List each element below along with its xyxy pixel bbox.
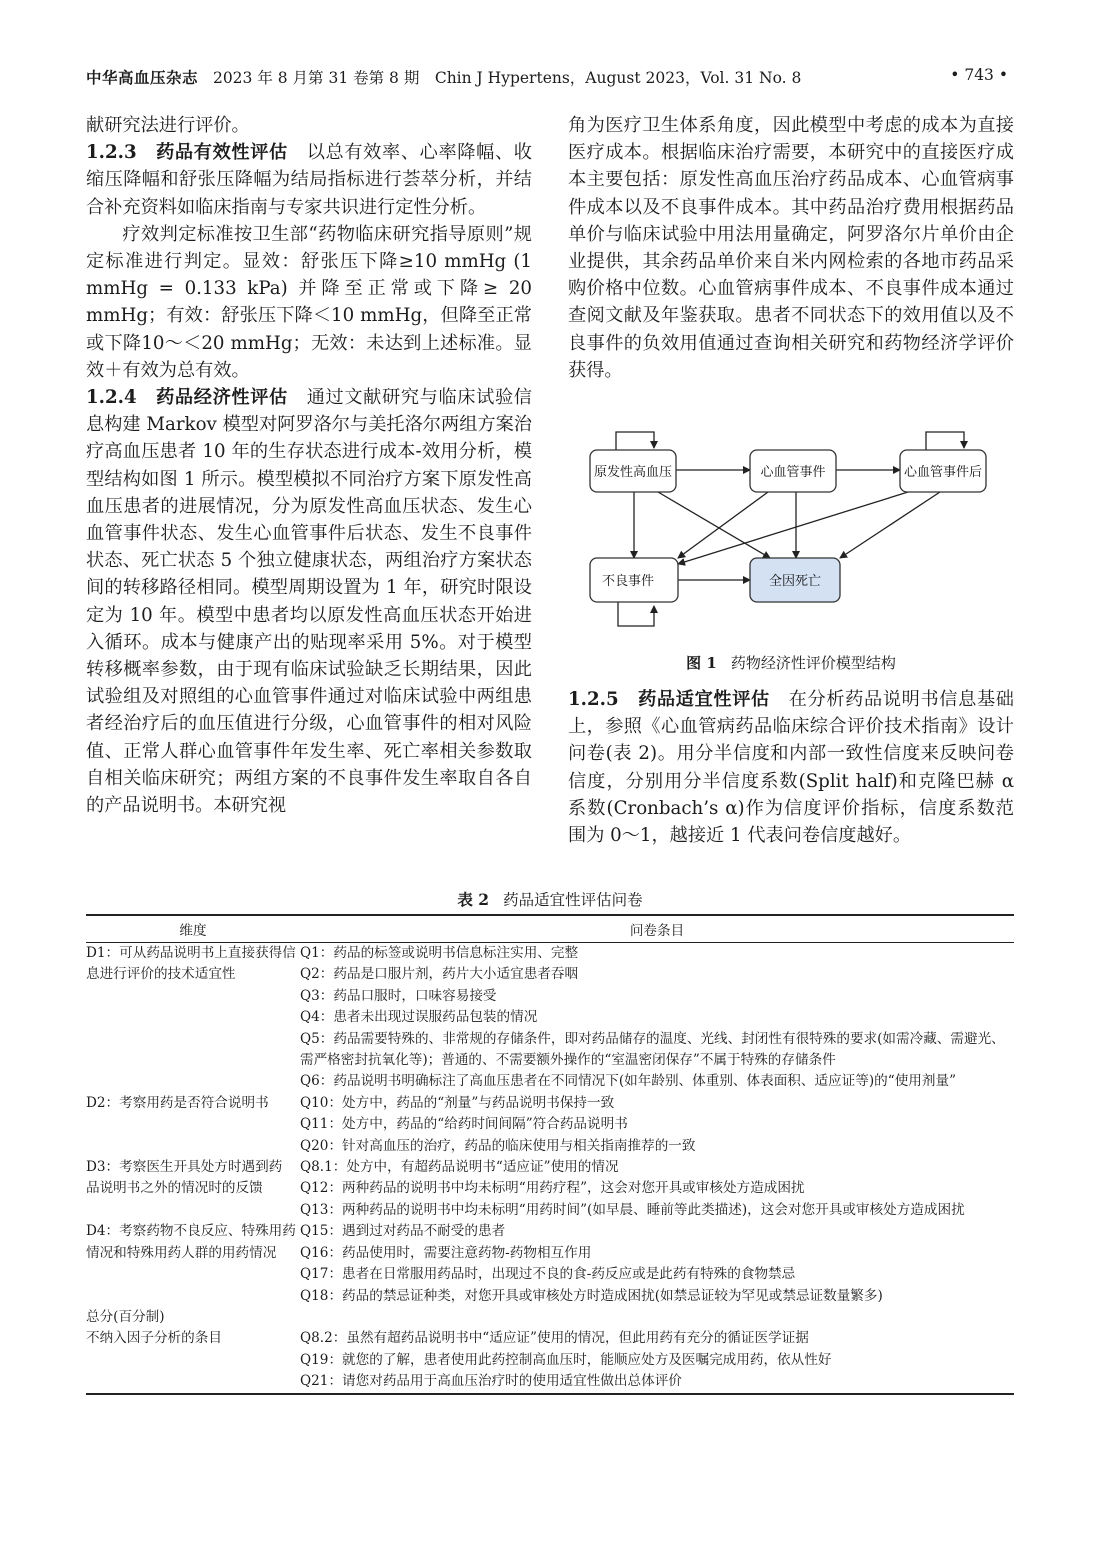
table-row — [86, 1286, 1014, 1307]
item-cell: Q11：处方中，药品的“给药时间间隔”符合药品说明书 — [300, 1116, 628, 1133]
table-row — [86, 1200, 1014, 1221]
node-adverse-label: 不良事件 — [601, 574, 655, 589]
item-cell: Q5：药品需要特殊的、非常规的存储条件，即对药品储存的温度、光线、封闭性有很特殊的要求(如需冷藏、需避光、 — [300, 1030, 1005, 1047]
figure-title: 药物经济性评价模型结构 — [730, 654, 896, 672]
section-heading: 1.2.4 药品经济性评估 — [86, 387, 288, 409]
header-items: 问卷条目 — [300, 915, 1014, 943]
section-text: 通过文献研究与临床试验信息构建 Markov 模型对阿罗洛尔与美托洛尔两组方案治疗高血压患者 10 年的生存状态进行成本-效用分析，模型结构如图 1 所示。模型模拟不同治疗方案下原发性高血压患者的进展情况，分为原发性高血压状态、发生心血管事件状态、发生心血管事件后状态、发生不良事件状态、死亡状态 5 个独立健康状态，两组治疗方案状态间的转移路径相同。模型周期设置为 1 年，研究时限设定为 10 年。模型中患者均以原发性高血压状态开始进入循环。成本与健康产出的贴现率采用 5%。对于模型转移概率参数，由于现有临床试验缺乏长期结果，因此试验组及对照组的心血管事件通过对临床试验中两组患者经治疗后的血压值进行分级，心血管事件的相对风险值、正常人群心血管事件年发生率、死亡率相关参数取自相关临床研究；两组方案的不良事件发生率取自各自的产品说明书。本研究视 — [86, 387, 532, 817]
paragraph: 献研究法进行评价。 — [86, 115, 250, 136]
table-row — [86, 1307, 1014, 1328]
markov-model-svg — [578, 422, 1008, 644]
dimension-cell — [86, 1007, 300, 1028]
item-cell: Q8.2：虽然有超药品说明书中“适应证”使用的情况，但此用药有充分的循证医学证据 — [300, 1330, 809, 1347]
dimension-cell — [86, 1029, 300, 1050]
edge-post-adverse — [678, 492, 908, 564]
dimension-cell: 情况和特殊用药人群的用药情况 — [86, 1244, 277, 1261]
section-1-2-5 — [568, 686, 1014, 849]
table-row — [86, 1093, 1014, 1114]
table-label: 表 2 — [457, 890, 490, 909]
table-row — [86, 943, 1014, 965]
figure-1-markov-diagram — [578, 422, 1008, 644]
section-1-2-3 — [86, 139, 532, 221]
self-loop-primary — [616, 432, 654, 450]
table-row — [86, 1071, 1014, 1092]
dimension-cell: 品说明书之外的情况时的反馈 — [86, 1180, 263, 1197]
paragraph: 角为医疗卫生体系角度，因此模型中考虑的成本为直接医疗成本。根据临床治疗需要，本研究中的直接医疗成本主要包括：原发性高血压治疗药品成本、心血管病事件成本以及不良事件成本。其中药品治疗费用根据药品单价与临床试验中用法用量确定，阿罗洛尔片单价由企业提供，其余药品单价来自米内网检索的各地市药品采购价格中位数。心血管病事件成本、不良事件成本通过查阅文献及年鉴获取。患者不同状态下的效用值以及不良事件的负效用值通过查询相关研究和药物经济学评价获得。 — [568, 115, 1014, 381]
table-row — [86, 986, 1014, 1007]
item-cell: Q13：两种药品的说明书中均未标明“用药时间”(如早晨、睡前等此类描述)，这会对您开具或审核处方造成困扰 — [300, 1201, 965, 1218]
table-row — [86, 1007, 1014, 1028]
paragraph: 疗效判定标准按卫生部“药物临床研究指导原则”规定标准进行判定。显效：舒张压下降≥10 mmHg (1 mmHg = 0.133 kPa) 并降至正常或下降≥ 20 mmHg；有效：舒张压下降＜10 mmHg，但降至正常或下降10～＜20 mmHg；无效：未达到上述标准。显效＋有效为总有效。 — [86, 223, 532, 381]
table-row — [86, 1178, 1014, 1199]
table-row — [86, 1114, 1014, 1135]
journal-name: 中华高血压杂志 — [86, 69, 199, 87]
dimension-cell — [86, 1286, 300, 1307]
right-column-lower — [568, 686, 1014, 849]
item-cell: Q12：两种药品的说明书中均未标明“用药疗程”，这会对您开具或审核处方造成困扰 — [300, 1180, 805, 1197]
self-loop-post-cv — [926, 432, 964, 450]
table-row — [86, 1157, 1014, 1178]
item-cell: Q19：就您的了解，患者使用此药控制高血压时，能顺应处方及医嘱完成用药，依从性好 — [300, 1351, 832, 1368]
item-cell: 需严格密封抗氧化等)；普通的、不需要额外操作的“室温密闭保存”不属于特殊的存储条件 — [300, 1052, 836, 1069]
table-row — [86, 1029, 1014, 1050]
table-row — [86, 1264, 1014, 1285]
table-row — [86, 1371, 1014, 1393]
node-primary-label: 原发性高血压 — [593, 465, 673, 480]
item-cell: Q10：处方中，药品的“剂量”与药品说明书保持一致 — [300, 1094, 615, 1111]
running-header — [86, 66, 1014, 88]
node-death-label: 全因死亡 — [768, 574, 822, 589]
dimension-cell — [86, 1136, 300, 1157]
section-text: 以总有效率、心率降幅、收缩压降幅和舒张压降幅为结局指标进行荟萃分析，并结合补充资料如临床指南与专家共识进行定性分析。 — [86, 142, 532, 218]
dimension-cell: D1：可从药品说明书上直接获得信 — [86, 945, 296, 961]
dimension-cell: D4：考察药物不良反应、特殊用药 — [86, 1223, 296, 1240]
item-cell: Q2：药品是口服片剂，药片大小适宜患者吞咽 — [300, 966, 579, 983]
edge-post-death — [840, 492, 940, 558]
figure-caption — [568, 652, 1014, 673]
dimension-cell: 总分(百分制) — [86, 1308, 165, 1325]
item-cell: Q18：药品的禁忌证种类，对您开具或审核处方时造成困扰(如禁忌证较为罕见或禁忌证数量繁多) — [300, 1287, 883, 1304]
issue-info: 2023 年 8 月第 31 卷第 8 期 Chin J Hypertens，August 2023，Vol. 31 No. 8 — [212, 69, 802, 87]
table-row — [86, 1221, 1014, 1242]
dimension-cell: 不纳入因子分析的条目 — [86, 1330, 222, 1347]
edge-cv-adverse — [678, 492, 768, 558]
dimension-cell: D2：考察用药是否符合说明书 — [86, 1094, 269, 1111]
table-row — [86, 1243, 1014, 1264]
self-loop-adverse — [618, 602, 654, 626]
table-row — [86, 1136, 1014, 1157]
item-cell: Q20：针对高血压的治疗，药品的临床使用与相关指南推荐的一致 — [300, 1137, 696, 1154]
section-heading: 1.2.5 药品适宜性评估 — [568, 689, 770, 710]
table-row — [86, 1050, 1014, 1071]
right-column — [568, 112, 1014, 384]
dimension-cell: 息进行评价的技术适宜性 — [86, 966, 236, 983]
page-number: • 743 • — [950, 66, 1008, 84]
dimension-cell — [86, 1071, 300, 1092]
section-1-2-4 — [86, 384, 532, 819]
node-post-label: 心血管事件后 — [903, 465, 983, 480]
table-row — [86, 1328, 1014, 1349]
item-cell: Q1：药品的标签或说明书信息标注实用、完整 — [300, 945, 579, 961]
dimension-cell — [86, 1371, 300, 1393]
questionnaire-table — [86, 914, 1014, 1395]
table-header-row — [86, 915, 1014, 943]
item-cell: Q17：患者在日常服用药品时，出现过不良的食-药反应或是此药有特殊的食物禁忌 — [300, 1266, 796, 1283]
figure-label: 图 1 — [686, 654, 717, 672]
item-cell: Q8.1：处方中，有超药品说明书“适应证”使用的情况 — [300, 1159, 619, 1176]
dimension-cell — [86, 1350, 300, 1371]
header-dimension: 维度 — [86, 915, 300, 943]
dimension-cell — [86, 1114, 300, 1135]
item-cell: Q15：遇到过对药品不耐受的患者 — [300, 1223, 506, 1240]
section-heading: 1.2.3 药品有效性评估 — [86, 142, 288, 164]
dimension-cell — [86, 1264, 300, 1285]
left-column — [86, 112, 532, 819]
section-text: 在分析药品说明书信息基础上，参照《心血管病药品临床综合评价技术指南》设计问卷(表 2)。用分半信度和内部一致性信度来反映问卷信度，分别用分半信度系数(Split half)和克隆巴赫 α 系数(Cronbach’s α)作为信度评价指标，信度系数范围为 0～1，越接近 1 代表问卷信度越好。 — [568, 689, 1014, 847]
item-cell: Q3：药品口服时，口味容易接受 — [300, 987, 497, 1004]
table-row — [86, 1350, 1014, 1371]
item-cell: Q21：请您对药品用于高血压治疗时的使用适宜性做出总体评价 — [300, 1371, 1014, 1393]
item-cell: Q16：药品使用时，需要注意药物-药物相互作用 — [300, 1244, 592, 1261]
edge-primary-death — [658, 492, 770, 558]
dimension-cell — [86, 1050, 300, 1071]
table-title: 药品适宜性评估问卷 — [503, 891, 643, 909]
item-cell: Q4：患者未出现过误服药品包装的情况 — [300, 1009, 538, 1026]
dimension-cell: D3：考察医生开具处方时遇到药 — [86, 1159, 283, 1176]
table-body — [86, 943, 1014, 1394]
dimension-cell — [86, 1200, 300, 1221]
item-cell: Q6：药品说明书明确标注了高血压患者在不同情况下(如年龄别、体重别、体表面积、适应证等)的“使用剂量” — [300, 1073, 957, 1090]
node-cv-label: 心血管事件 — [760, 465, 826, 480]
table-row — [86, 964, 1014, 985]
table-caption — [86, 888, 1014, 910]
item-cell — [300, 1307, 1014, 1328]
dimension-cell — [86, 986, 300, 1007]
